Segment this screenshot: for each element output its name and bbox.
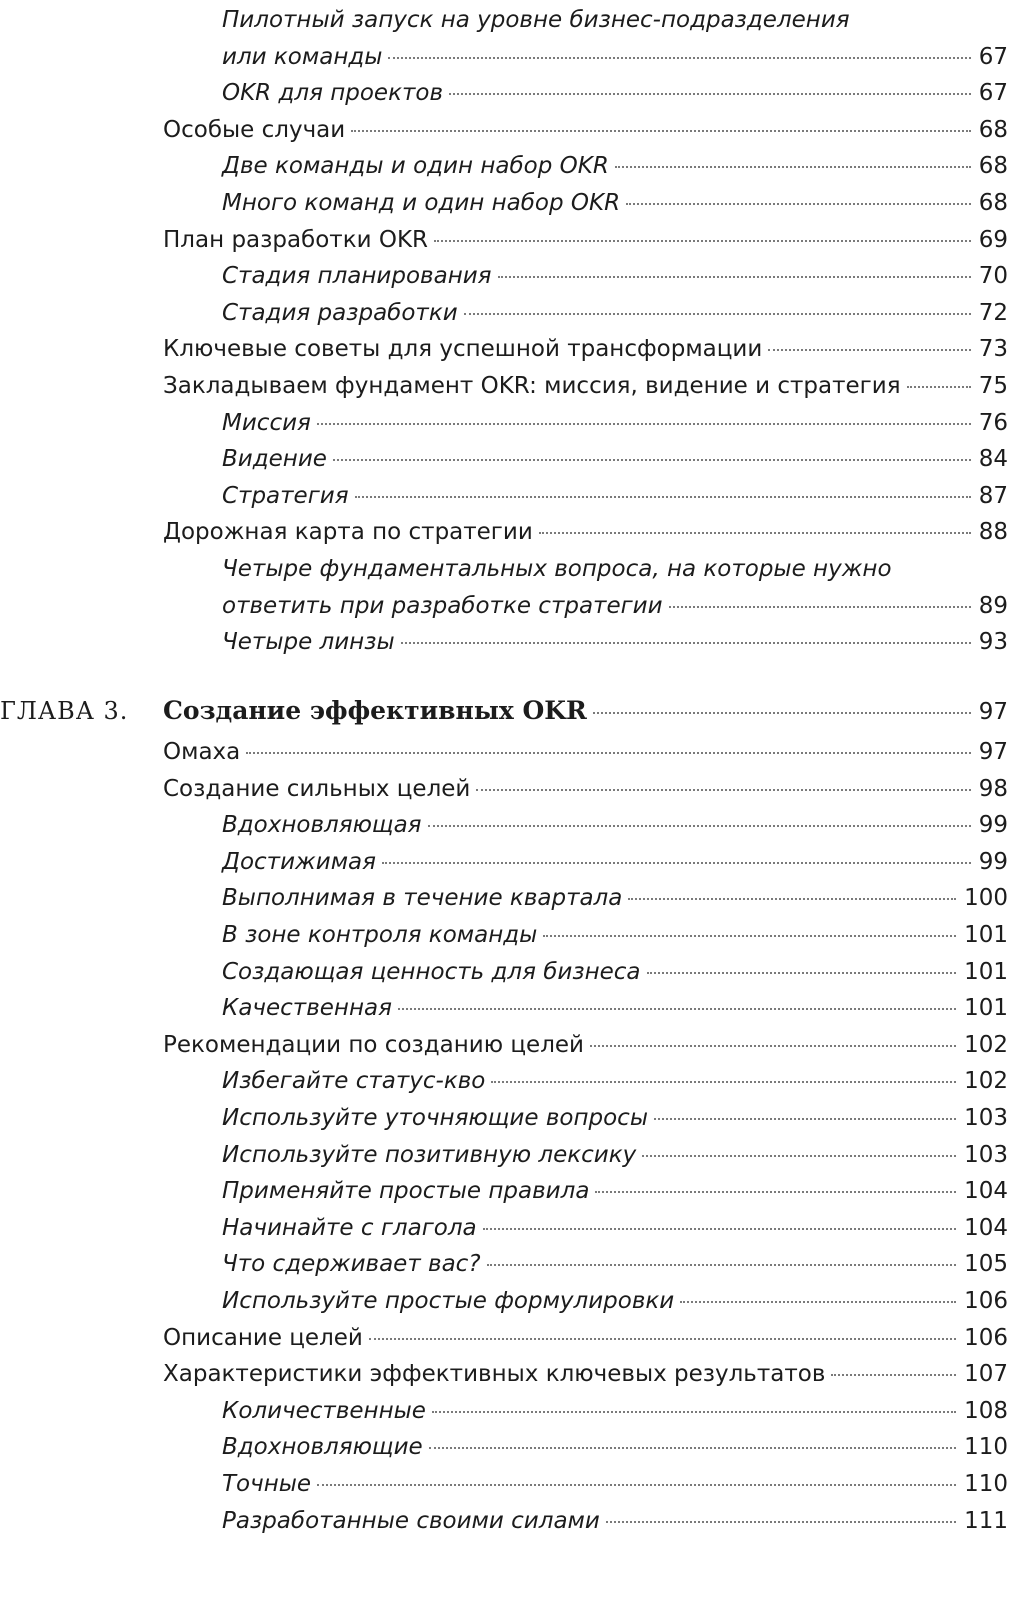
toc-entry[interactable]: [222, 295, 1008, 331]
dot-leader: [539, 532, 971, 534]
toc-entry[interactable]: [222, 1393, 1008, 1429]
toc-entry[interactable]: [222, 185, 1008, 221]
toc-entry[interactable]: [222, 990, 1008, 1026]
toc-entry[interactable]: [222, 588, 1008, 624]
toc-entry[interactable]: [222, 880, 1008, 916]
toc-entry[interactable]: [222, 1283, 1008, 1319]
toc-entry[interactable]: [163, 1027, 1008, 1063]
dot-leader: [593, 712, 971, 714]
toc-entry-title: Стратегия: [222, 482, 349, 509]
dot-leader: [351, 130, 971, 132]
toc-entry[interactable]: [222, 917, 1008, 953]
toc-entry-title: Используйте простые формулировки: [222, 1288, 675, 1314]
dot-leader: [401, 642, 971, 644]
toc-entry-page-number: 103: [964, 1141, 1008, 1168]
toc-entry[interactable]: [222, 551, 892, 587]
toc-entry-page-number: 104: [964, 1214, 1008, 1241]
dot-leader: [491, 1081, 956, 1083]
toc-entry[interactable]: [222, 1503, 1008, 1539]
toc-entry-title: или команды: [222, 43, 383, 70]
toc-entry-page-number: 101: [964, 922, 1008, 948]
toc-entry-title: План разработки OKR: [163, 226, 429, 253]
dot-leader: [449, 93, 971, 95]
toc-entry[interactable]: [222, 954, 1008, 990]
toc-entry-page-number: 84: [978, 446, 1008, 473]
toc-entry[interactable]: [222, 1210, 1008, 1246]
dot-leader: [483, 1228, 956, 1230]
toc-entry-page-number: 69: [978, 226, 1008, 253]
toc-entry-title: Используйте позитивную лексику: [222, 1141, 637, 1168]
toc-entry-page-number: 98: [978, 775, 1008, 802]
chapter-heading: [0, 691, 1008, 731]
toc-entry-page-number: 97: [978, 739, 1008, 765]
toc-entry[interactable]: [163, 514, 1008, 550]
toc-entry[interactable]: [163, 368, 1008, 404]
toc-entry-page-number: 99: [978, 848, 1008, 875]
dot-leader: [626, 203, 971, 205]
toc-entry[interactable]: [222, 1063, 1008, 1099]
dot-leader: [398, 1008, 956, 1010]
toc-entry-title: Ключевые советы для успешной трансформации: [163, 336, 763, 363]
toc-entry[interactable]: [222, 148, 1008, 184]
toc-entry-title: Стадия планирования: [222, 263, 492, 290]
dot-leader: [768, 349, 970, 351]
toc-entry-title: Качественная: [222, 995, 392, 1022]
dot-leader: [464, 313, 971, 315]
toc-entry[interactable]: [222, 1246, 1008, 1282]
toc-entry-page-number: 108: [964, 1397, 1008, 1424]
dot-leader: [543, 935, 956, 937]
toc-entry-page-number: 100: [964, 885, 1008, 912]
toc-entry-title: Миссия: [222, 409, 311, 436]
toc-entry[interactable]: [222, 75, 1008, 111]
dot-leader: [654, 1118, 956, 1120]
toc-entry[interactable]: [222, 441, 1008, 477]
dot-leader: [487, 1264, 957, 1266]
toc-entry-title: Создание сильных целей: [163, 775, 471, 802]
toc-entry-page-number: 106: [964, 1324, 1008, 1351]
toc-entry-page-number: 93: [978, 629, 1008, 656]
dot-leader: [246, 752, 970, 754]
toc-entry[interactable]: [222, 1137, 1008, 1173]
dot-leader: [317, 423, 971, 425]
chapter-label: ГЛАВА 3.: [0, 697, 129, 725]
toc-entry-page-number: 105: [964, 1251, 1008, 1278]
toc-entry-page-number: 68: [978, 116, 1008, 143]
toc-entry-title: Выполнимая в течение квартала: [222, 885, 623, 912]
dot-leader: [615, 166, 971, 168]
toc-entry-page-number: 111: [964, 1507, 1008, 1534]
toc-entry[interactable]: [163, 734, 1008, 770]
toc-entry-page-number: 99: [978, 812, 1008, 839]
toc-entry[interactable]: [222, 2, 850, 38]
toc-entry-title: Точные: [222, 1471, 312, 1497]
chapter-page-number: 97: [978, 699, 1008, 725]
toc-entry[interactable]: [222, 405, 1008, 441]
chapter-title-row: [163, 691, 1008, 731]
toc-entry[interactable]: [222, 39, 1008, 75]
toc-entry[interactable]: [222, 1429, 1008, 1465]
toc-entry-title: Две команды и один набор OKR: [222, 153, 609, 180]
toc-entry-page-number: 67: [978, 80, 1008, 107]
toc-entry-title: Что сдерживает вас?: [222, 1251, 481, 1278]
toc-entry-title: Рекомендации по созданию целей: [163, 1031, 585, 1058]
toc-entry-page-number: 104: [964, 1178, 1008, 1205]
dot-leader: [647, 972, 957, 974]
toc-entry-title: Используйте уточняющие вопросы: [222, 1105, 648, 1131]
toc-entry[interactable]: [222, 807, 1008, 843]
toc-entry[interactable]: [222, 478, 1008, 514]
toc-entry-page-number: 72: [978, 299, 1008, 326]
dot-leader: [669, 606, 971, 608]
toc-entry-title: Разработанные своими силами: [222, 1507, 600, 1534]
toc-entry-page-number: 75: [978, 373, 1008, 399]
dot-leader: [429, 1447, 956, 1449]
toc-entry-title: Четыре линзы: [222, 629, 395, 656]
toc-entry-title: В зоне контроля команды: [222, 922, 538, 948]
toc-entry[interactable]: [222, 844, 1008, 880]
toc-entry[interactable]: [222, 624, 1008, 660]
dot-leader: [606, 1521, 956, 1523]
toc-entry[interactable]: [163, 331, 1008, 367]
toc-entry[interactable]: [163, 1356, 1008, 1392]
toc-entry-page-number: 102: [964, 1068, 1008, 1095]
dot-leader: [590, 1045, 956, 1047]
toc-entry[interactable]: [222, 1466, 1008, 1502]
toc-entry-page-number: 87: [978, 482, 1008, 509]
dot-leader: [369, 1338, 956, 1340]
toc-entry-title: OKR для проектов: [222, 80, 444, 107]
toc-entry-title: Пилотный запуск на уровне бизнес-подразделения: [222, 7, 850, 33]
toc-entry-title: Количественные: [222, 1397, 426, 1424]
toc-entry-page-number: 103: [964, 1105, 1008, 1131]
toc-entry-page-number: 102: [964, 1031, 1008, 1058]
dot-leader: [355, 496, 971, 498]
toc-entry-page-number: 88: [978, 519, 1008, 546]
dot-leader: [595, 1191, 956, 1193]
toc-entry[interactable]: [163, 112, 1008, 148]
toc-entry-title: Четыре фундаментальных вопроса, на которые нужно: [222, 556, 892, 582]
toc-entry-page-number: 73: [978, 336, 1008, 363]
dot-leader: [498, 276, 971, 278]
toc-entry-page-number: 68: [978, 153, 1008, 180]
toc-entry-page-number: 110: [964, 1434, 1008, 1461]
dot-leader: [317, 1484, 956, 1486]
dot-leader: [831, 1374, 956, 1376]
toc-entry[interactable]: [222, 1173, 1008, 1209]
toc-entry-title: Омаха: [163, 739, 241, 765]
toc-entry-title: Вдохновляющая: [222, 812, 422, 839]
toc-entry-page-number: 107: [964, 1361, 1008, 1388]
toc-entry-title: Дорожная карта по стратегии: [163, 519, 533, 546]
dot-leader: [333, 459, 971, 461]
toc-entry-title: Применяйте простые правила: [222, 1178, 590, 1205]
toc-entry-page-number: 106: [964, 1288, 1008, 1314]
toc-entry-title: Много команд и один набор OKR: [222, 190, 621, 216]
toc-entry-page-number: 70: [978, 263, 1008, 290]
toc-entry-title: Создающая ценность для бизнеса: [222, 958, 641, 985]
toc-entry[interactable]: [222, 1100, 1008, 1136]
toc-entry-title: Характеристики эффективных ключевых результатов: [163, 1361, 826, 1388]
toc-entry-title: Избегайте статус-кво: [222, 1068, 486, 1095]
toc-entry[interactable]: [222, 258, 1008, 294]
dot-leader: [434, 240, 971, 242]
chapter-title: Создание эффективных OKR: [163, 696, 587, 725]
dot-leader: [642, 1155, 956, 1157]
dot-leader: [382, 862, 971, 864]
toc-entry-page-number: 68: [978, 190, 1008, 216]
toc-entry-title: Вдохновляющие: [222, 1434, 423, 1461]
toc-entry-title: Особые случаи: [163, 116, 346, 143]
toc-entry-title: Описание целей: [163, 1324, 363, 1351]
toc-entry[interactable]: [163, 222, 1008, 258]
toc-entry-page-number: 101: [964, 958, 1008, 985]
dot-leader: [907, 386, 971, 388]
toc-entry-title: Стадия разработки: [222, 299, 458, 326]
toc-entry-title: Начинайте с глагола: [222, 1214, 477, 1241]
toc-entry-page-number: 101: [964, 995, 1008, 1022]
toc-entry-title: Закладываем фундамент OKR: миссия, видение и стратегия: [163, 373, 901, 399]
toc-entry-page-number: 89: [978, 592, 1008, 619]
dot-leader: [388, 57, 970, 59]
dot-leader: [428, 825, 971, 827]
toc-entry-page-number: 67: [978, 43, 1008, 70]
toc-entry-page-number: 76: [978, 409, 1008, 436]
toc-entry-title: Достижимая: [222, 848, 376, 875]
toc-entry-title: ответить при разработке стратегии: [222, 592, 663, 619]
dot-leader: [680, 1301, 956, 1303]
toc-entry-page-number: 110: [964, 1471, 1008, 1497]
dot-leader: [432, 1411, 956, 1413]
toc-entry-title: Видение: [222, 446, 327, 473]
toc-entry[interactable]: [163, 771, 1008, 807]
dot-leader: [476, 789, 970, 791]
dot-leader: [628, 898, 956, 900]
toc-entry[interactable]: [163, 1320, 1008, 1356]
